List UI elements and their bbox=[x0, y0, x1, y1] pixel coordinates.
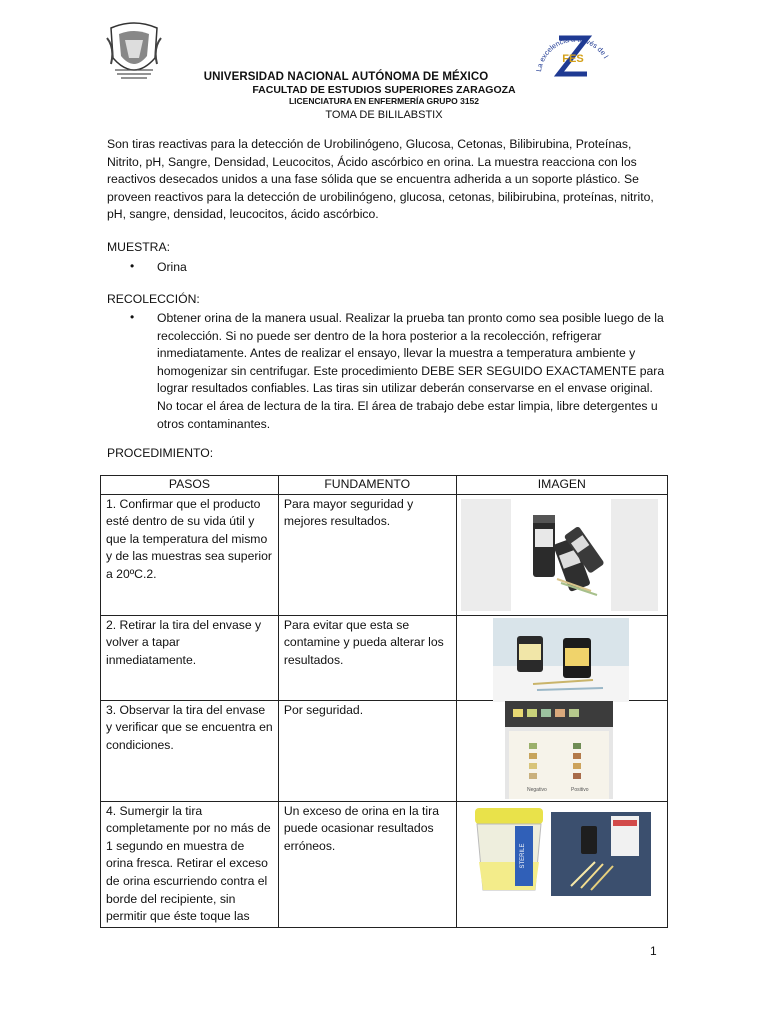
table-header-row bbox=[101, 476, 668, 495]
test-strip-bottles-image bbox=[461, 499, 658, 611]
muestra-heading: MUESTRA: bbox=[107, 240, 170, 254]
step-image-cell bbox=[456, 801, 667, 927]
step-rationale: Para evitar que esta se contamine y pueda alterar los resultados. bbox=[278, 615, 456, 700]
step-image-cell bbox=[456, 615, 667, 700]
recoleccion-item: Obtener orina de la manera usual. Realizar la prueba tan pronto como sea posible luego de la recolección. Si no puede ser dentro de la hora posterior a la recolección, refrigerar inmediatamente. Antes de realizar el ensayo, llevar la muestra a temperatura ambiente y homogenizar sin centrifugar. Este procedimiento DEBE SER SEGUIDO EXACTAMENTE para lograr resultados confiables. Las tiras sin utilizar deberán conservarse en el envase original. No tocar el área de lectura de la tira. El área de trabajo debe estar limpia, libre detergentes u otros contaminantes. bbox=[157, 311, 665, 431]
strips-dipping-image bbox=[551, 812, 651, 896]
table-row bbox=[101, 494, 668, 615]
column-header-imagen: IMAGEN bbox=[456, 476, 667, 495]
column-header-pasos: PASOS bbox=[101, 476, 279, 495]
strip-bottles-on-table-image bbox=[493, 618, 629, 702]
program-name: LICENCIATURA EN ENFERMERÍA GRUPO 3152 bbox=[288, 96, 479, 106]
table-row bbox=[101, 615, 668, 700]
bullet-icon: • bbox=[130, 310, 135, 324]
university-name: UNIVERSIDAD NACIONAL AUTÓNOMA DE MÉXICO bbox=[203, 71, 489, 83]
document-title: TOMA DE BILILABSTIX bbox=[325, 109, 443, 121]
sterile-label: STERILE bbox=[519, 843, 526, 869]
step-image-cell bbox=[456, 494, 667, 615]
fes-logo-letters: FES bbox=[562, 53, 584, 65]
color-chart-image bbox=[505, 701, 613, 799]
step-text: 2. Retirar la tira del envase y volver a tapar inmediatamente. bbox=[101, 615, 279, 700]
fes-logo-motto: La excelencia a través de l bbox=[534, 34, 611, 73]
intro-paragraph: Son tiras reactivas para la detección de Urobilinógeno, Glucosa, Cetonas, Bilibirubina, Proteínas, Nitrito, pH, Sangre, Densidad, Leucocitos, Ácido ascórbico en orina. La muestra reacciona con los reactivos desecados unidos a una fase sólida que se encuentra adherida a un soporte plástico. Se proveen reactivos para la detección de urobilinógeno, glucosa, cetonas, bilibirubina, proteínas, nitrito, pH, sangre, densidad, leucocitos, ácido ascórbico. bbox=[107, 137, 654, 222]
step-text: 3. Observar la tira del envase y verificar que se encuentra en condiciones. bbox=[101, 700, 279, 801]
step-text: 4. Sumergir la tira completamente por no más de 1 segundo en muestra de orina fresca. Retirar el exceso de orina escurriendo contra el borde del recipiente, sin permitir que éste toque las bbox=[101, 801, 279, 927]
step-rationale: Para mayor seguridad y mejores resultados. bbox=[278, 494, 456, 615]
procedimiento-heading: PROCEDIMIENTO: bbox=[107, 446, 214, 460]
faculty-name: FACULTAD DE ESTUDIOS SUPERIORES ZARAGOZA bbox=[252, 84, 516, 96]
bullet-icon: • bbox=[130, 259, 135, 273]
page-number: 1 bbox=[650, 944, 657, 958]
negativo-label: Negativo bbox=[526, 786, 547, 793]
step-rationale: Por seguridad. bbox=[278, 700, 456, 801]
procedure-table bbox=[100, 475, 668, 928]
positivo-label: Positivo bbox=[570, 786, 589, 793]
table-row bbox=[101, 801, 668, 927]
sterile-cup-image bbox=[471, 806, 547, 894]
step-text: 1. Confirmar que el producto esté dentro de su vida útil y que la temperatura del mismo y de las muestras sea superior a 20ºC.2. bbox=[101, 494, 279, 615]
step-image-cell bbox=[456, 700, 667, 801]
muestra-item: Orina bbox=[157, 260, 187, 274]
step-rationale: Un exceso de orina en la tira puede ocasionar resultados erróneos. bbox=[278, 801, 456, 927]
table-row bbox=[101, 700, 668, 801]
recoleccion-heading: RECOLECCIÓN: bbox=[107, 292, 200, 306]
column-header-fundamento: FUNDAMENTO bbox=[278, 476, 456, 495]
